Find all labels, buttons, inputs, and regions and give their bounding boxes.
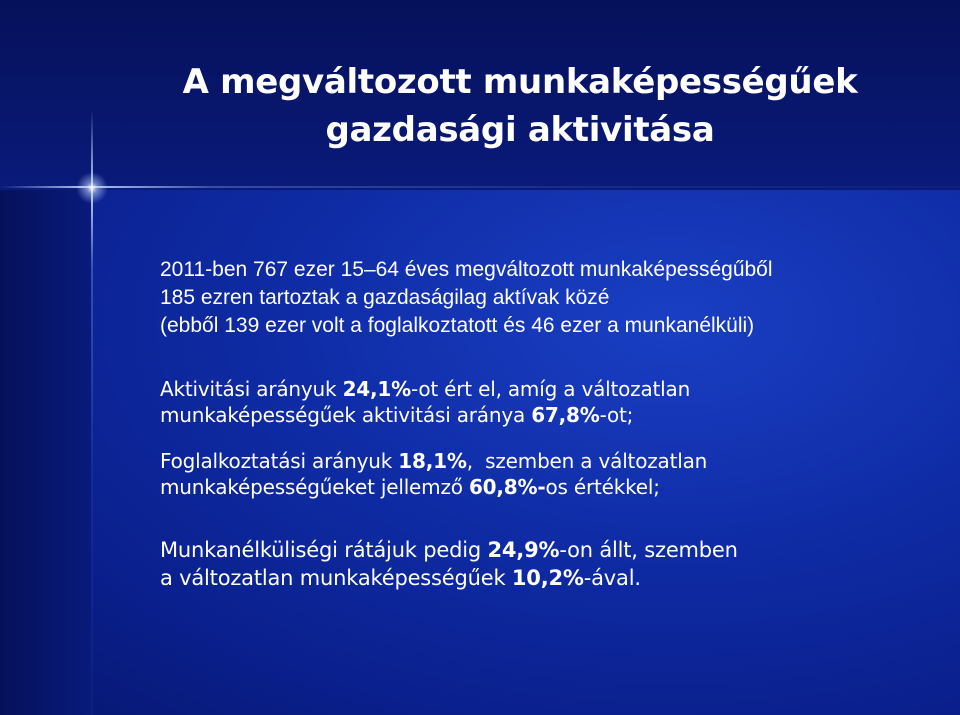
text-segment: Aktivitási arányuk: [160, 377, 343, 401]
text-segment: -on állt, szemben: [559, 538, 738, 562]
paragraph-line: 185 ezren tartoztak a gazdaságilag aktívak közé: [160, 286, 610, 309]
text-segment: Foglalkoztatási arányuk: [160, 449, 399, 473]
title-line-1: A megváltozott munkaképességűek: [182, 62, 858, 102]
highlight-value: 24,1%: [342, 377, 411, 401]
title-line-2: gazdasági aktivitása: [325, 110, 715, 150]
paragraph-line: [160, 536, 738, 564]
sparkle-star-icon: [76, 172, 108, 204]
text-segment: a változatlan munkaképességűek: [160, 566, 512, 590]
highlight-value: 18,1%: [398, 449, 467, 473]
paragraph-population: [160, 256, 920, 340]
paragraph-line: [160, 376, 690, 402]
paragraph-employment-rate: [160, 448, 707, 500]
paragraph-line: [160, 448, 707, 474]
slide-title: [100, 58, 940, 154]
highlight-value: 10,2%: [511, 566, 584, 590]
text-segment: munkaképességűek aktivitási aránya: [160, 403, 532, 427]
paragraph-activity-rate: [160, 376, 690, 428]
sparkle-horizontal-line: [0, 186, 960, 188]
text-segment: , szemben a változatlan: [466, 449, 708, 473]
text-segment: munkaképességűeket jellemző: [160, 475, 469, 499]
text-segment: -ával.: [583, 566, 641, 590]
text-segment: -ot ért el, amíg a változatlan: [410, 377, 691, 401]
text-segment: os értékkel;: [545, 475, 660, 499]
paragraph-unemployment-rate: [160, 536, 738, 592]
highlight-value: 67,8%: [531, 403, 600, 427]
slide-body: [160, 256, 920, 590]
text-segment: -ot;: [599, 403, 634, 427]
text-segment: Munkanélküliségi rátájuk pedig: [160, 538, 488, 562]
paragraph-line: [160, 564, 738, 592]
paragraph-line: [160, 402, 690, 428]
highlight-value: 24,9%: [487, 538, 560, 562]
left-band: [0, 190, 92, 715]
paragraph-line: [160, 474, 707, 500]
highlight-value: 60,8%-: [468, 475, 546, 499]
paragraph-line: 2011-ben 767 ezer 15–64 éves megváltozott munkaképességűből: [160, 258, 773, 281]
paragraph-line: (ebből 139 ezer volt a foglalkoztatott és 46 ezer a munkanélküli): [160, 314, 755, 337]
